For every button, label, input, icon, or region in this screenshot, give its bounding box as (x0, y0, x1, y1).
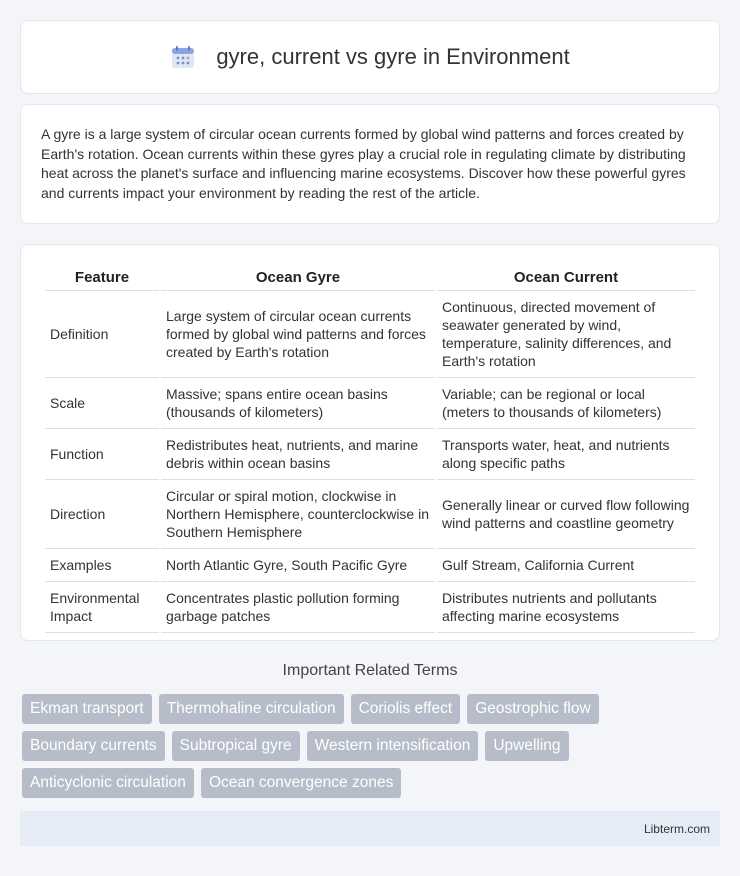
header-ocean-gyre: Ocean Gyre (161, 265, 435, 291)
related-terms-title: Important Related Terms (282, 662, 458, 679)
table-row (45, 429, 695, 480)
row-gyre: Massive; spans entire ocean basins (thousands of kilometers) (161, 378, 435, 429)
row-current: Gulf Stream, California Current (437, 549, 695, 582)
row-feature: Function (45, 429, 159, 480)
tag-geostrophic-flow[interactable]: Geostrophic flow (467, 694, 598, 724)
tag-anticyclonic-circulation[interactable]: Anticyclonic circulation (22, 768, 194, 798)
table-header-row (45, 265, 695, 291)
table-row (45, 480, 695, 549)
row-gyre: North Atlantic Gyre, South Pacific Gyre (161, 549, 435, 582)
row-current: Generally linear or curved flow following wind patterns and coastline geometry (437, 480, 695, 549)
row-feature: Examples (45, 549, 159, 582)
row-gyre: Concentrates plastic pollution forming garbage patches (161, 582, 435, 633)
footer-site-link[interactable]: Libterm.com (643, 821, 710, 836)
tag-ocean-convergence-zones[interactable]: Ocean convergence zones (201, 768, 401, 798)
intro-card (20, 104, 720, 224)
row-current: Variable; can be regional or local (meters to thousands of kilometers) (437, 378, 695, 429)
comparison-table (43, 265, 697, 633)
page-title: gyre, current vs gyre in Environment (216, 44, 570, 69)
row-gyre: Circular or spiral motion, clockwise in Northern Hemisphere, counterclockwise in Southern Hemisphere (161, 480, 435, 549)
tag-coriolis-effect[interactable]: Coriolis effect (351, 694, 461, 724)
table-row (45, 582, 695, 633)
tag-upwelling[interactable]: Upwelling (485, 731, 568, 761)
row-feature: Definition (45, 291, 159, 378)
row-current: Transports water, heat, and nutrients along specific paths (437, 429, 695, 480)
calendar-grid-icon (170, 44, 196, 70)
tag-ekman-transport[interactable]: Ekman transport (22, 694, 152, 724)
footer (20, 811, 720, 846)
row-gyre: Large system of circular ocean currents formed by global wind patterns and forces created by Earth's rotation (161, 291, 435, 378)
row-feature: Scale (45, 378, 159, 429)
table-row (45, 378, 695, 429)
comparison-card (20, 244, 720, 641)
row-feature: Direction (45, 480, 159, 549)
table-row (45, 549, 695, 582)
row-gyre: Redistributes heat, nutrients, and marine debris within ocean basins (161, 429, 435, 480)
tag-western-intensification[interactable]: Western intensification (307, 731, 479, 761)
related-tags (22, 694, 722, 798)
table-row (45, 291, 695, 378)
tag-thermohaline-circulation[interactable]: Thermohaline circulation (159, 694, 344, 724)
row-current: Continuous, directed movement of seawater generated by wind, temperature, salinity differences, and Earth's rotation (437, 291, 695, 378)
row-feature: Environmental Impact (45, 582, 159, 633)
intro-text: A gyre is a large system of circular ocean currents formed by global wind patterns and forces created by Earth's rotation. Ocean currents within these gyres play a crucial role in regulating climate by distributing heat across the planet's surface and influencing marine ecosystems. Discover how these powerful gyres and currents impact your environment by reading the rest of the article. (41, 126, 686, 201)
header-card (20, 20, 720, 94)
tag-subtropical-gyre[interactable]: Subtropical gyre (172, 731, 300, 761)
header-ocean-current: Ocean Current (437, 265, 695, 291)
header-feature: Feature (45, 265, 159, 291)
row-current: Distributes nutrients and pollutants affecting marine ecosystems (437, 582, 695, 633)
tag-boundary-currents[interactable]: Boundary currents (22, 731, 165, 761)
